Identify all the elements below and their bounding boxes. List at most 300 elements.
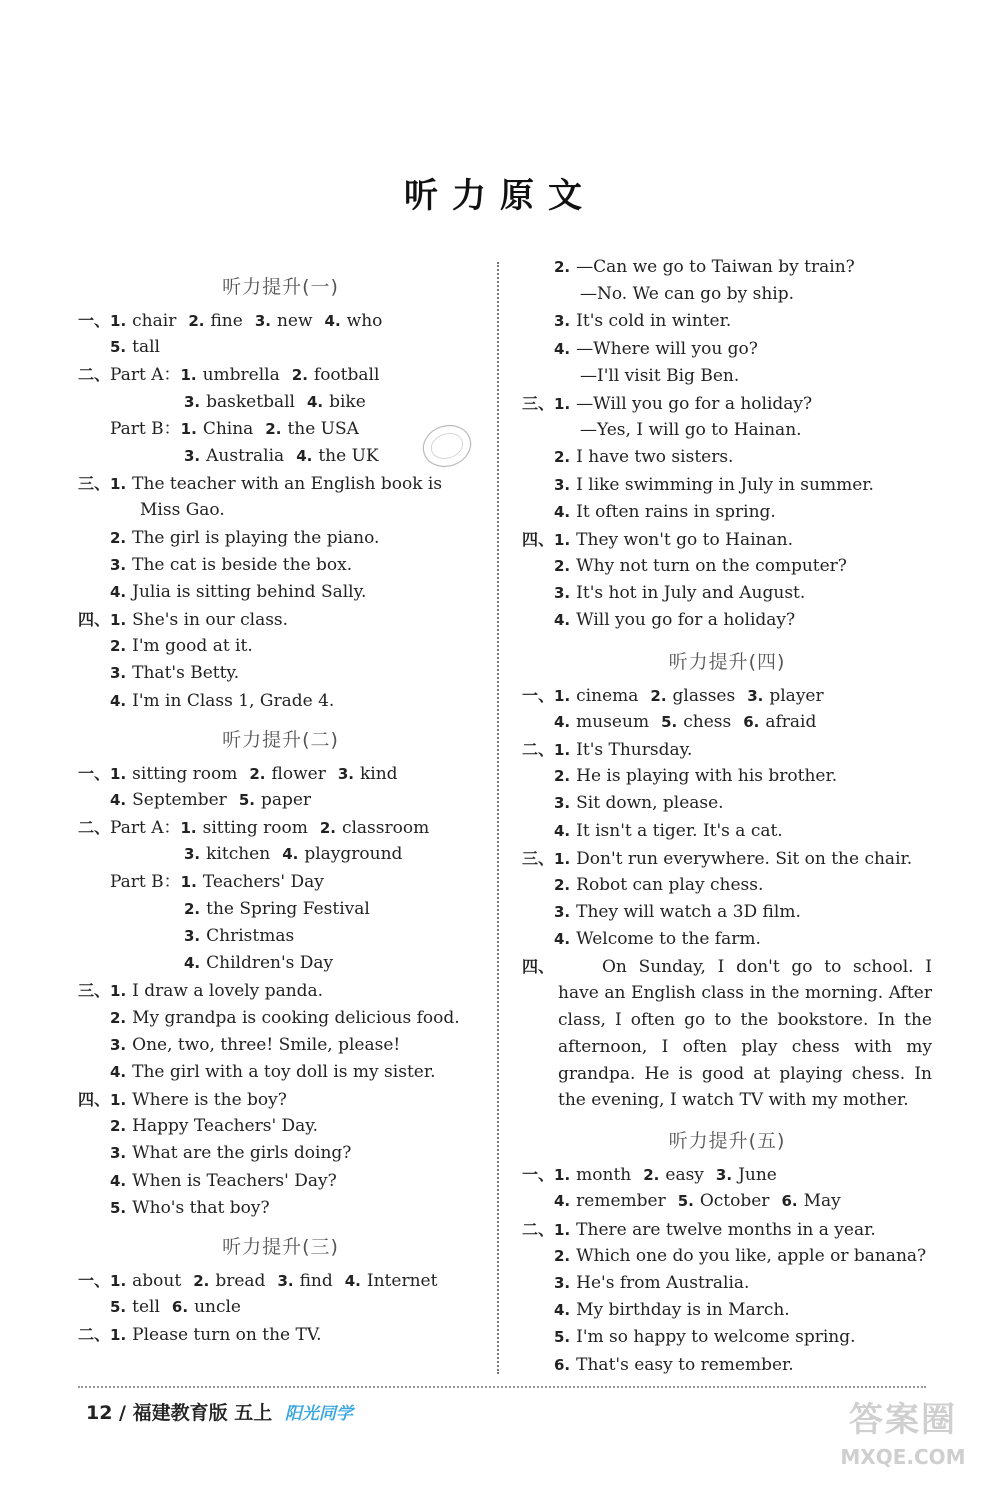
item-number: 2. — [319, 819, 336, 838]
item-number: 3. — [715, 1166, 733, 1185]
item-number: 5. — [110, 1298, 127, 1317]
answer-item — [554, 793, 724, 813]
question-marker: 一、 — [78, 1271, 111, 1290]
item-text: Julia is sitting behind Sally. — [132, 581, 367, 602]
item-number: 1. — [554, 849, 571, 868]
item-text: What are the girls doing? — [132, 1143, 352, 1164]
answer-item — [325, 311, 383, 331]
answer-line — [522, 607, 932, 634]
answer-line — [522, 1161, 932, 1188]
item-text: Teachers' Day — [202, 871, 324, 892]
answer-item — [554, 1191, 666, 1211]
item-text: Internet — [366, 1271, 438, 1291]
part-label: Part B： — [110, 871, 181, 892]
item-text: Miss Gao. — [140, 500, 225, 521]
answer-item — [184, 844, 270, 864]
answer-item — [110, 1143, 351, 1163]
column-divider — [497, 262, 499, 1374]
item-number: 4. — [110, 1062, 127, 1081]
answer-item — [554, 1300, 790, 1320]
answer-item — [140, 500, 225, 520]
answer-item — [580, 366, 739, 386]
item-number: 2. — [265, 419, 282, 438]
answer-line — [522, 580, 932, 607]
item-number: 4. — [554, 930, 571, 949]
item-number: 2. — [193, 1272, 210, 1290]
answer-line — [522, 682, 932, 709]
answer-line — [78, 334, 483, 361]
part-label: Part A： — [110, 818, 181, 839]
answer-item — [345, 1271, 438, 1291]
item-text: October — [699, 1191, 770, 1212]
item-number: 3. — [554, 794, 571, 813]
answer-item — [743, 712, 816, 732]
answer-line — [522, 926, 932, 953]
item-number: 3. — [110, 1035, 127, 1054]
item-text: May — [803, 1191, 841, 1212]
item-number: 4. — [282, 845, 299, 864]
item-text: Happy Teachers' Day. — [132, 1116, 319, 1137]
item-text: That's easy to remember. — [576, 1354, 794, 1375]
answer-item — [184, 446, 284, 466]
question-marker: 二、 — [78, 818, 111, 838]
item-number: 3. — [110, 664, 127, 683]
answer-item — [554, 339, 758, 359]
answer-line — [522, 736, 932, 763]
answer-item — [184, 899, 370, 919]
answer-item — [110, 528, 379, 548]
answer-line — [522, 790, 932, 817]
item-text: My grandpa is cooking delicious food. — [132, 1007, 460, 1028]
answer-item — [249, 764, 325, 784]
answer-line — [78, 660, 483, 687]
item-text: June — [738, 1165, 777, 1186]
answer-item — [554, 1246, 926, 1266]
item-number: 5. — [677, 1192, 694, 1211]
answer-line — [78, 1195, 483, 1222]
item-text: chess — [683, 711, 732, 732]
item-number: 4. — [110, 582, 127, 601]
answer-item — [110, 1090, 287, 1110]
item-number: 2. — [650, 686, 667, 705]
item-number: 2. — [554, 448, 571, 467]
answer-line — [78, 1168, 483, 1195]
item-text: tall — [132, 337, 160, 358]
answer-item — [554, 1165, 631, 1185]
answer-item — [184, 926, 294, 946]
answer-item — [554, 766, 837, 786]
item-text: uncle — [194, 1297, 241, 1318]
answer-item — [110, 636, 253, 656]
answer-line — [78, 896, 483, 923]
answer-line — [78, 579, 483, 606]
answer-line — [78, 1321, 483, 1348]
answer-item — [110, 610, 288, 630]
item-text: sitting room — [132, 763, 238, 784]
item-number: 3. — [184, 845, 201, 864]
item-text: —Will you go for a holiday? — [576, 393, 813, 414]
item-text: Australia — [206, 445, 285, 466]
answer-item — [554, 394, 812, 414]
item-text: glasses — [672, 685, 736, 706]
question-marker: 一、 — [522, 685, 555, 705]
item-number: 2. — [110, 528, 127, 547]
answer-item — [180, 365, 279, 385]
answer-line — [78, 1005, 483, 1032]
answer-item — [193, 1271, 265, 1291]
answer-item — [554, 849, 912, 869]
section-title: 听力提升(四) — [668, 650, 786, 673]
item-number: 3. — [554, 1274, 571, 1293]
answer-item — [110, 1171, 337, 1191]
item-number: 4. — [554, 1301, 571, 1320]
item-text: I'm in Class 1, Grade 4. — [132, 690, 335, 711]
item-number: 4. — [554, 339, 571, 358]
answer-item — [110, 691, 334, 711]
item-number: 1. — [110, 764, 127, 783]
answer-item — [277, 1271, 332, 1291]
item-text: Who's that boy? — [132, 1197, 270, 1218]
answer-line — [78, 1267, 483, 1294]
answer-line — [522, 526, 932, 553]
item-text: Christmas — [206, 925, 295, 946]
item-number: 4. — [184, 954, 201, 973]
item-text: afraid — [765, 711, 817, 732]
item-number: 4. — [554, 1192, 571, 1211]
item-text: Robot can play chess. — [576, 874, 764, 895]
answer-item — [172, 1297, 241, 1317]
item-text: bike — [329, 391, 366, 412]
item-text: —Yes, I will go to Hainan. — [580, 420, 802, 441]
item-number: 1. — [110, 611, 127, 630]
item-text: The teacher with an English book is — [132, 474, 443, 495]
answer-item — [320, 818, 429, 838]
item-number: 6. — [781, 1192, 798, 1211]
item-text: It isn't a tiger. It's a cat. — [576, 820, 783, 841]
item-number: 3. — [554, 903, 571, 922]
answer-item — [255, 311, 313, 331]
item-text: new — [276, 311, 313, 331]
answer-line — [78, 389, 483, 416]
item-text: Sit down, please. — [576, 793, 724, 814]
item-number: 2. — [110, 637, 127, 656]
answer-line — [78, 1086, 483, 1113]
item-text: September — [132, 790, 227, 810]
item-text: football — [313, 365, 380, 386]
answer-item — [554, 1355, 794, 1375]
answer-item — [110, 790, 227, 810]
answer-item — [184, 392, 295, 412]
question-marker: 三、 — [522, 393, 555, 413]
item-text: I like swimming in July in summer. — [576, 474, 874, 495]
item-text: the USA — [287, 418, 359, 439]
answer-line — [78, 307, 483, 334]
answer-line — [78, 688, 483, 715]
right-column — [522, 254, 932, 1379]
answer-item — [554, 257, 855, 277]
answer-line — [522, 1243, 932, 1270]
answer-line — [522, 444, 932, 471]
section-title: 听力提升(五) — [668, 1130, 786, 1153]
item-number: 3. — [277, 1272, 294, 1290]
item-number: 2. — [554, 258, 571, 276]
answer-line — [522, 363, 932, 390]
item-number: 4. — [110, 1171, 127, 1190]
item-text: My birthday is in March. — [576, 1300, 790, 1321]
item-text: classroom — [341, 818, 430, 839]
answer-item — [307, 392, 366, 412]
item-number: 1. — [180, 366, 197, 385]
answer-line — [78, 497, 483, 524]
answer-item — [338, 764, 398, 784]
item-text: Please turn on the TV. — [132, 1325, 322, 1346]
answer-item — [110, 337, 160, 357]
answer-item — [239, 790, 311, 810]
page-footer — [86, 1398, 353, 1425]
answer-item — [265, 419, 359, 439]
answer-item — [554, 686, 638, 706]
answer-item — [296, 446, 378, 466]
question-marker: 二、 — [78, 1325, 111, 1345]
item-text: He's from Australia. — [576, 1273, 750, 1294]
item-text: It's hot in July and August. — [576, 583, 806, 604]
answer-item — [292, 365, 380, 385]
item-text: He is playing with his brother. — [576, 766, 838, 787]
item-number: 1. — [110, 1272, 127, 1290]
answer-line — [522, 709, 932, 736]
item-text: Which one do you like, apple or banana? — [576, 1245, 927, 1266]
item-text: When is Teachers' Day? — [132, 1170, 337, 1191]
item-number: 2. — [110, 1117, 127, 1136]
answer-line — [522, 499, 932, 526]
stamp-icon — [418, 420, 476, 472]
answer-item — [188, 311, 243, 331]
item-number: 3. — [184, 926, 201, 945]
item-number: 4. — [110, 791, 127, 809]
item-text: basketball — [206, 391, 295, 412]
item-number: 2. — [554, 557, 571, 576]
item-number: 2. — [249, 764, 266, 783]
item-text: kitchen — [206, 844, 271, 865]
item-text: bread — [215, 1271, 266, 1291]
answer-item — [554, 1273, 749, 1293]
item-number: 6. — [171, 1298, 189, 1317]
item-text: She's in our class. — [132, 610, 289, 631]
item-number: 2. — [188, 312, 205, 330]
item-number: 1. — [110, 312, 127, 330]
answer-line — [522, 254, 932, 281]
answer-line — [78, 787, 483, 814]
item-text: cinema — [576, 685, 639, 706]
answer-line — [78, 923, 483, 950]
item-number: 3. — [554, 584, 571, 603]
item-text: The cat is beside the box. — [132, 554, 353, 575]
item-text: Welcome to the farm. — [576, 929, 761, 950]
item-number: 1. — [180, 419, 197, 438]
answer-line — [78, 633, 483, 660]
question-marker: 一、 — [522, 1165, 555, 1185]
answer-line — [522, 281, 932, 308]
answer-line — [78, 869, 483, 896]
answer-item — [110, 582, 366, 602]
answer-line — [522, 818, 932, 845]
item-text: paper — [260, 790, 312, 810]
item-text: That's Betty. — [132, 663, 240, 684]
item-number: 5. — [554, 1328, 571, 1347]
answer-line — [522, 308, 932, 335]
answer-line — [522, 1188, 932, 1215]
item-text: player — [769, 685, 824, 706]
answer-item — [554, 712, 649, 732]
item-text: chair — [132, 311, 177, 331]
question-marker: 四、 — [522, 529, 555, 549]
answer-item — [781, 1191, 840, 1211]
item-text: the Spring Festival — [206, 898, 370, 919]
answer-line — [522, 553, 932, 580]
answer-line — [78, 950, 483, 977]
answer-item — [554, 447, 733, 467]
answer-item — [110, 1297, 160, 1317]
item-text: about — [132, 1271, 182, 1291]
answer-item — [661, 712, 731, 732]
answer-item — [110, 764, 237, 784]
part-label: Part B： — [110, 418, 181, 439]
item-number: 2. — [184, 899, 201, 918]
answer-item — [554, 556, 847, 576]
question-marker: 一、 — [78, 763, 111, 783]
item-number: 1. — [110, 1091, 127, 1110]
answer-item — [554, 902, 801, 922]
answer-item — [110, 1062, 436, 1082]
answer-line — [78, 1113, 483, 1140]
item-number: 4. — [554, 712, 571, 731]
answer-item — [554, 583, 805, 603]
question-marker: 四、 — [78, 610, 111, 630]
answer-line — [78, 552, 483, 579]
item-number: 4. — [324, 312, 341, 330]
answer-line — [78, 841, 483, 868]
passage-block — [522, 954, 932, 1115]
answer-line — [522, 763, 932, 790]
watermark — [818, 1398, 988, 1484]
answer-line — [522, 1352, 932, 1379]
item-text: find — [299, 1271, 333, 1291]
item-number: 3. — [184, 392, 201, 411]
section-title: 听力提升(三) — [222, 1236, 339, 1258]
item-number: 6. — [554, 1355, 571, 1374]
answer-line — [522, 899, 932, 926]
answer-line — [78, 361, 483, 388]
item-text: Children's Day — [206, 953, 334, 974]
answer-line — [522, 390, 932, 417]
answer-item — [554, 502, 776, 522]
answer-item — [554, 740, 692, 760]
item-text: —I'll visit Big Ben. — [580, 365, 740, 386]
answer-line — [78, 1294, 483, 1321]
item-text: who — [346, 311, 383, 331]
publisher: 福建教育版 五上 — [132, 1402, 273, 1424]
item-number: 2. — [554, 767, 571, 786]
page-title: 听力原文 — [404, 176, 596, 216]
answer-item — [650, 686, 735, 706]
answer-item — [554, 875, 763, 895]
answer-item — [580, 420, 802, 440]
item-text: —Can we go to Taiwan by train? — [576, 257, 855, 277]
item-number: 2. — [643, 1166, 660, 1185]
answer-item — [110, 1325, 322, 1345]
answer-item — [110, 663, 239, 683]
item-text: flower — [271, 763, 326, 784]
item-text: I'm so happy to welcome spring. — [576, 1327, 856, 1348]
item-number: 4. — [110, 691, 127, 710]
answer-item — [181, 419, 254, 439]
item-number: 2. — [110, 1008, 127, 1027]
answer-line — [78, 1032, 483, 1059]
item-text: Will you go for a holiday? — [576, 610, 796, 631]
question-marker: 三、 — [78, 474, 111, 494]
answer-item — [110, 1035, 400, 1055]
item-number: 1. — [110, 475, 127, 494]
item-text: They will watch a 3D film. — [576, 902, 801, 923]
answer-item — [554, 311, 731, 331]
section-title: 听力提升(一) — [222, 276, 339, 298]
question-marker: 一、 — [78, 311, 111, 330]
item-number: 5. — [110, 338, 127, 357]
answer-line — [78, 470, 483, 497]
item-number: 1. — [554, 1166, 571, 1185]
item-text: It often rains in spring. — [576, 501, 776, 522]
item-text: fine — [210, 311, 243, 331]
item-number: 1. — [110, 982, 127, 1001]
item-text: Why not turn on the computer? — [576, 556, 847, 577]
item-number: 5. — [110, 1198, 127, 1217]
answer-line — [522, 1324, 932, 1351]
item-text: tell — [132, 1297, 160, 1318]
item-text: They won't go to Hainan. — [576, 529, 793, 550]
item-text: remember — [576, 1191, 666, 1212]
answer-item — [554, 610, 795, 630]
item-number: 1. — [554, 1220, 571, 1239]
item-text: I have two sisters. — [576, 447, 734, 468]
answer-item — [282, 844, 402, 864]
answer-item — [554, 1327, 856, 1347]
item-number: 1. — [180, 872, 197, 891]
item-text: month — [576, 1165, 632, 1186]
answer-item — [554, 530, 793, 550]
item-text: umbrella — [202, 365, 280, 386]
answer-item — [747, 686, 823, 706]
item-text: —No. We can go by ship. — [580, 284, 794, 305]
item-number: 3. — [554, 312, 571, 331]
answer-item — [716, 1165, 777, 1185]
item-number: 4. — [344, 1272, 361, 1290]
item-number: 3. — [110, 1144, 127, 1163]
question-marker: 三、 — [522, 848, 555, 868]
question-marker: 二、 — [78, 365, 111, 385]
answer-item — [181, 872, 324, 892]
item-text: kind — [359, 763, 398, 784]
item-number: 4. — [554, 502, 571, 521]
answer-line — [522, 1270, 932, 1297]
part-label: Part A： — [110, 365, 181, 386]
answer-line — [522, 1297, 932, 1324]
item-number: 3. — [254, 312, 271, 330]
answer-item — [580, 284, 794, 304]
item-number: 3. — [184, 446, 201, 465]
listening-passage: On Sunday, I don't go to school. I have an English class in the morning. After class, I often go to the bookstore. In the afternoon, I often play chess with my grandpa. He is good at playing chess. In the evening, I watch TV with my mother. — [558, 956, 932, 1111]
item-text: It's cold in winter. — [576, 311, 732, 332]
item-text: sitting room — [202, 818, 308, 839]
